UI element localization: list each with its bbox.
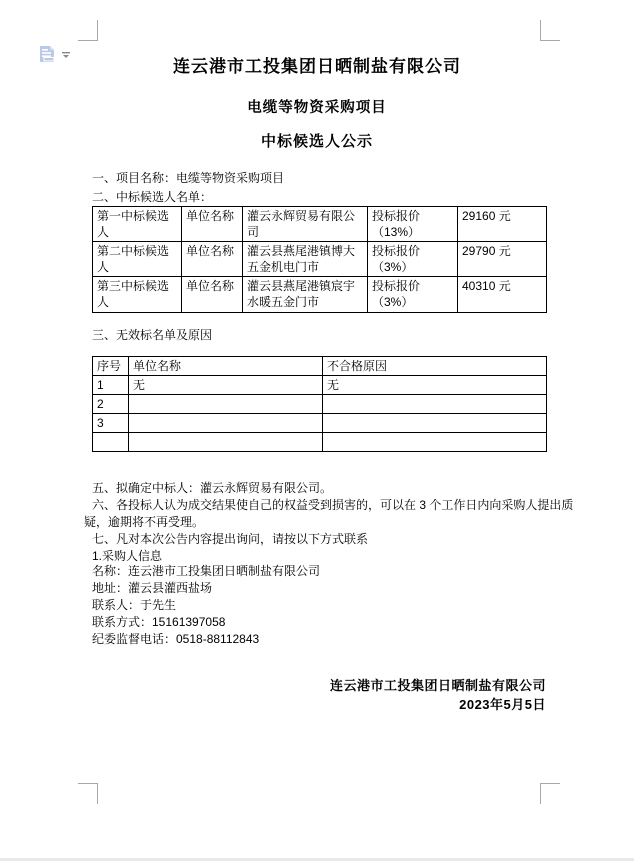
row-index: 3 (93, 414, 129, 433)
company-name (129, 433, 323, 452)
company-name (129, 395, 323, 414)
candidate-rank: 第二中标候选人 (93, 242, 182, 277)
purchaser-name: 名称：连云港市工投集团日晒制盐有限公司 (92, 564, 321, 578)
section-6-objection-line1: 六、各投标人认为成交结果使自己的权益受到损害的，可以在 3 个工作日内向采购人提出质 (92, 498, 574, 512)
table-header-row (93, 357, 547, 376)
bid-price-value: 29160 元 (458, 207, 547, 242)
company-name: 灌云县燕尾港镇宸宇水暖五金门市 (243, 277, 368, 313)
table-row (93, 207, 547, 242)
table-row (93, 395, 547, 414)
document-title-company: 连云港市工投集团日晒制盐有限公司 (173, 57, 461, 76)
row-index (93, 433, 129, 452)
company-label: 单位名称 (182, 242, 243, 277)
supervision-phone: 纪委监督电话：0518-88112843 (92, 632, 260, 646)
candidate-rank: 第三中标候选人 (93, 277, 182, 313)
reason (323, 395, 547, 414)
signature-company: 连云港市工投集团日晒制盐有限公司 (329, 678, 546, 693)
document-title-announcement: 中标候选人公示 (260, 133, 373, 150)
table-row (93, 433, 547, 452)
company-name: 灌云县燕尾港镇博大五金机电门市 (243, 242, 368, 277)
table-row (93, 277, 547, 313)
company-name: 无 (129, 376, 323, 395)
row-index: 1 (93, 376, 129, 395)
table-row (93, 242, 547, 277)
reason: 无 (323, 376, 547, 395)
table-row (93, 376, 547, 395)
invalid-bids-table (92, 356, 547, 452)
row-index: 2 (93, 395, 129, 414)
column-header-company: 单位名称 (129, 357, 323, 376)
contact-phone: 联系方式：15161397058 (92, 615, 226, 629)
section-1-project-name: 一、项目名称：电缆等物资采购项目 (92, 171, 285, 185)
section-2-candidate-list-heading: 二、中标候选人名单： (92, 190, 213, 204)
reason (323, 414, 547, 433)
company-name: 灌云永辉贸易有限公司 (243, 207, 368, 242)
section-5-proposed-winner: 五、拟确定中标人：灌云永辉贸易有限公司。 (92, 481, 333, 495)
contact-person: 联系人：于先生 (92, 598, 177, 612)
crop-mark-top-right (540, 20, 560, 41)
crop-mark-bottom-left (78, 783, 98, 804)
signature-date: 2023年5月5日 (459, 697, 546, 712)
section-3-invalid-bids-heading: 三、无效标名单及原因 (92, 328, 213, 342)
column-header-reason: 不合格原因 (323, 357, 547, 376)
company-label: 单位名称 (182, 277, 243, 313)
section-6-objection-line2: 疑，逾期将不再受理。 (84, 515, 205, 529)
crop-mark-top-left (78, 20, 98, 41)
table-row (93, 414, 547, 433)
company-label: 单位名称 (182, 207, 243, 242)
bid-price-label: 投标报价（3%） (368, 277, 458, 313)
bid-price-label: 投标报价（3%） (368, 242, 458, 277)
bid-price-value: 40310 元 (458, 277, 547, 313)
purchaser-info-heading: 1.采购人信息 (92, 549, 163, 563)
bid-price-value: 29790 元 (458, 242, 547, 277)
candidates-table (92, 206, 547, 313)
bid-price-label: 投标报价（13%） (368, 207, 458, 242)
crop-mark-bottom-right (540, 783, 560, 804)
candidate-rank: 第一中标候选人 (93, 207, 182, 242)
document-title-project: 电缆等物资采购项目 (247, 100, 387, 116)
company-name (129, 414, 323, 433)
column-header-index: 序号 (93, 357, 129, 376)
reason (323, 433, 547, 452)
purchaser-address: 地址：灌云县灌西盐场 (92, 581, 213, 595)
section-7-inquiry: 七、凡对本次公告内容提出询问，请按以下方式联系 (92, 532, 369, 546)
